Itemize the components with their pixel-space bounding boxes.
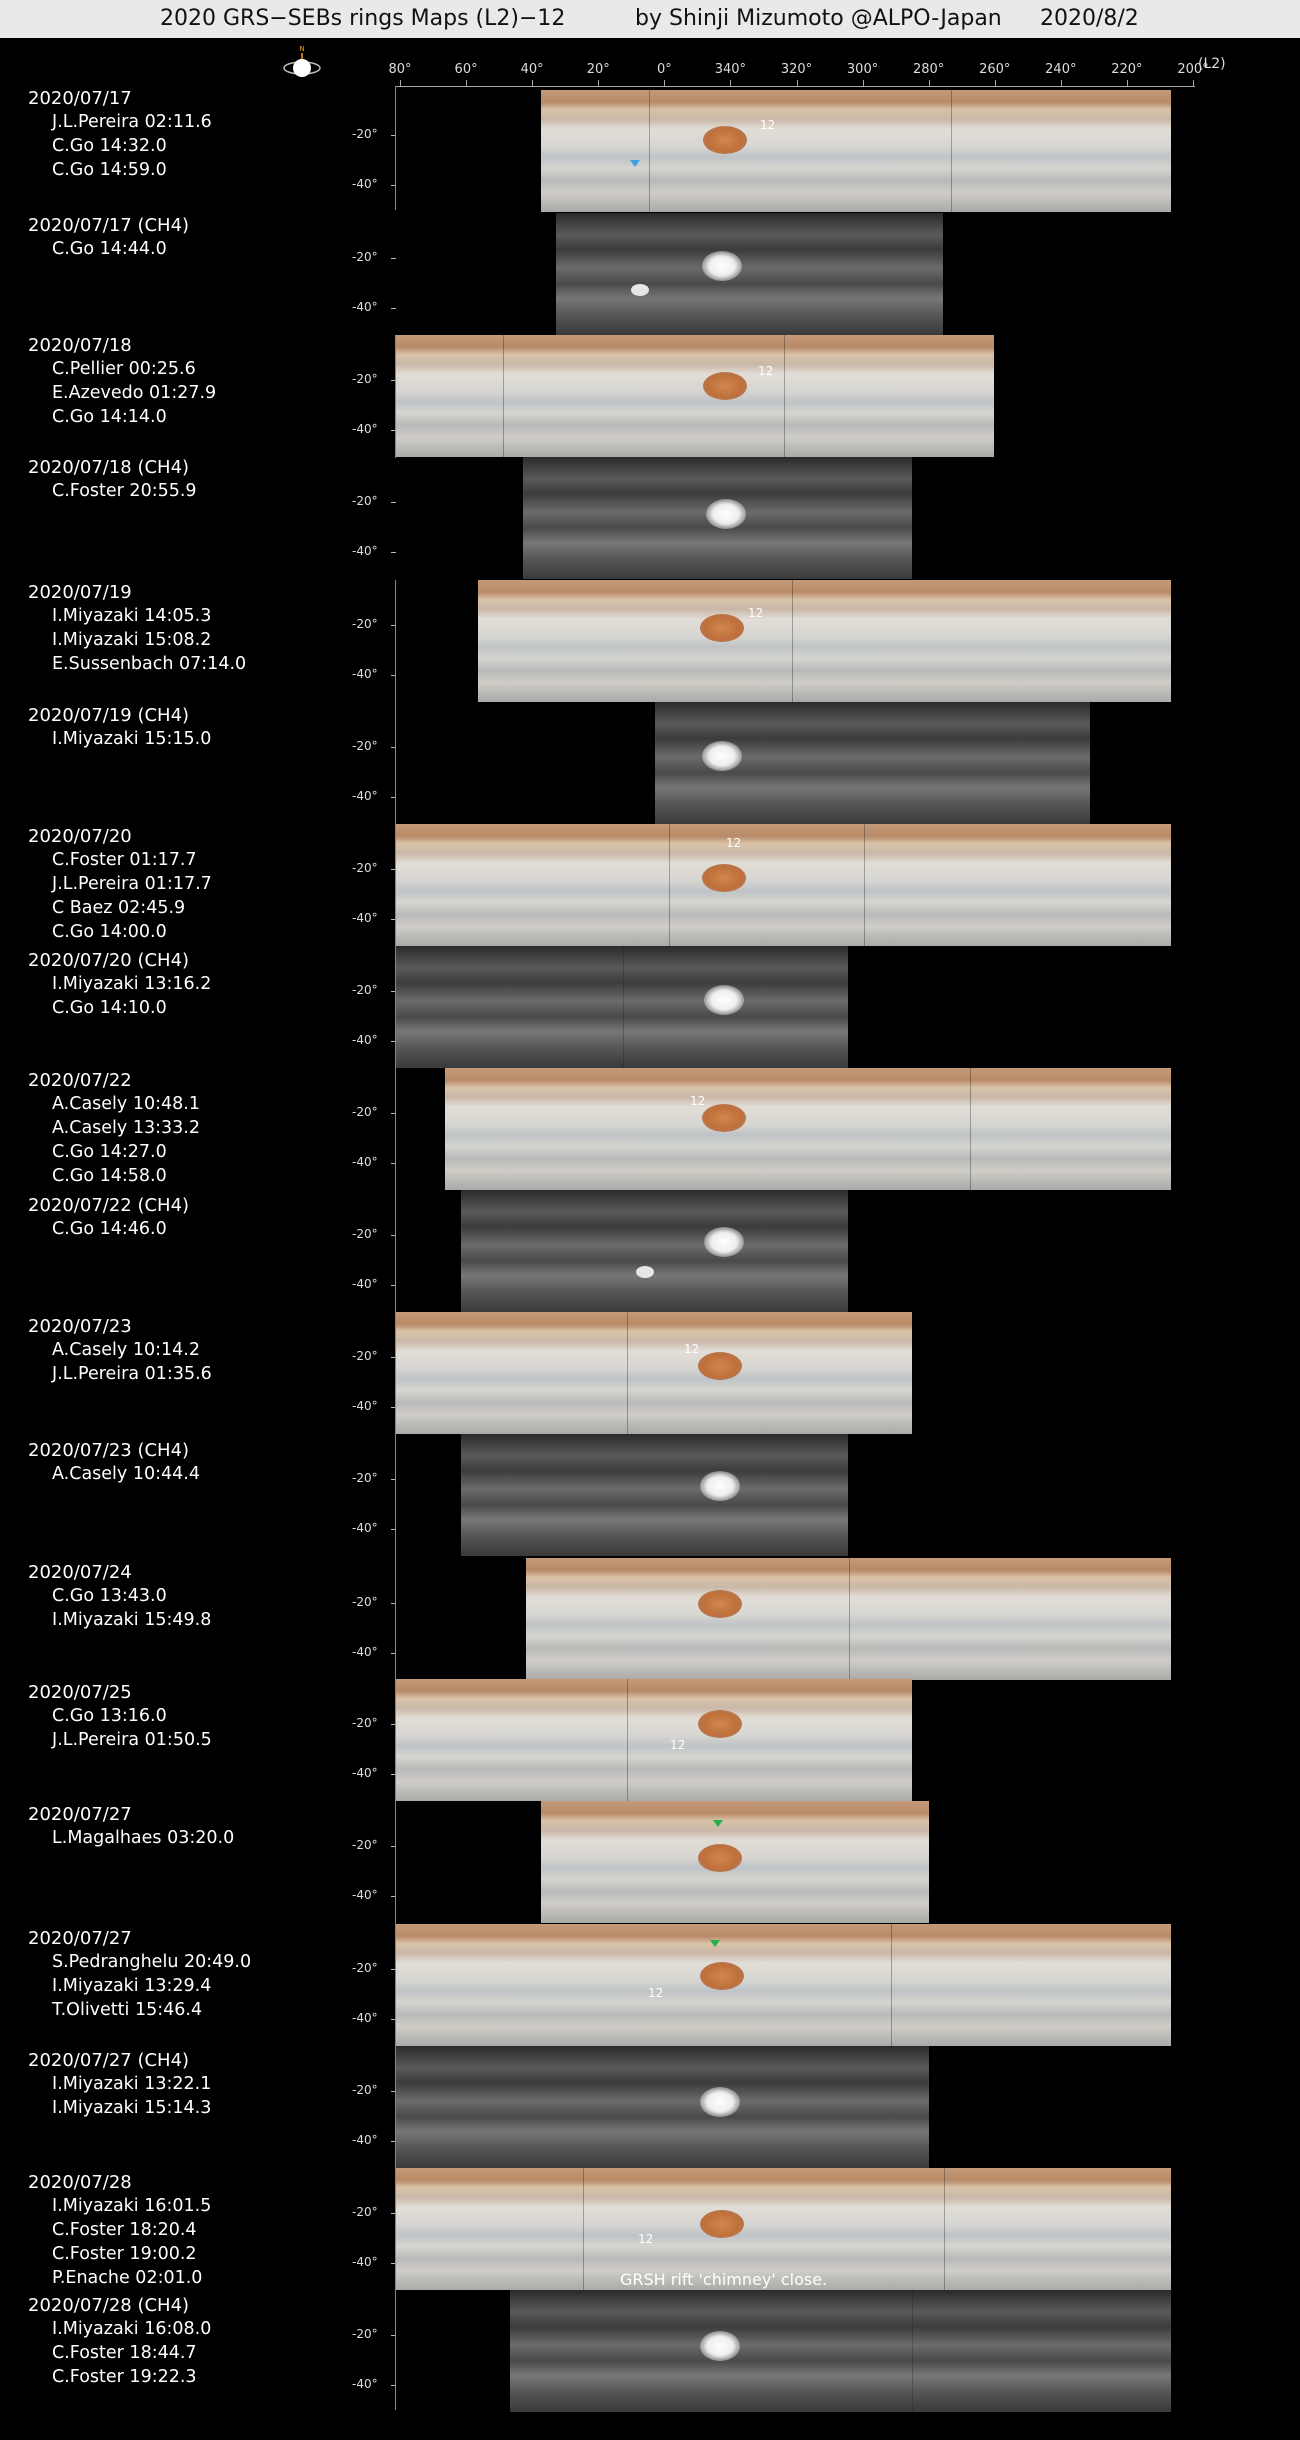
map-title: 2020 GRS−SEBs rings Maps (L2)−12	[160, 6, 566, 31]
latitude-label-40: -40°	[352, 1766, 378, 1780]
longitude-tick	[1061, 80, 1062, 86]
longitude-tick-label: 20°	[586, 62, 610, 77]
entry-date: 2020/07/25	[28, 1682, 132, 1703]
observer-line: J.L.Pereira 01:50.5	[52, 1730, 212, 1750]
longitude-tick-label: 0°	[656, 62, 672, 77]
map-segment-divider	[503, 335, 504, 457]
feature-12-label: 12	[638, 2232, 654, 2246]
entry-date: 2020/07/22 (CH4)	[28, 1195, 190, 1216]
observer-line: C.Go 13:16.0	[52, 1706, 167, 1726]
map-left-edge-line	[395, 580, 396, 2410]
feature-12-label: 12	[670, 1738, 686, 1752]
longitude-tick	[532, 80, 533, 86]
latitude-label-20: -20°	[352, 127, 378, 141]
map-segment-divider	[649, 90, 650, 212]
map-segment-divider	[912, 2290, 913, 2412]
latitude-label-20: -20°	[352, 2205, 378, 2219]
map-left-edge-line	[395, 86, 396, 210]
observer-line: C.Foster 18:20.4	[52, 2220, 197, 2240]
map-segment-divider	[784, 335, 785, 457]
methane-band-map	[461, 1190, 848, 1312]
longitude-tick-label: 60°	[454, 62, 478, 77]
color-jupiter-map	[526, 1558, 1171, 1680]
longitude-tick-label: 200°	[1177, 62, 1209, 77]
observer-line: I.Miyazaki 16:08.0	[52, 2319, 212, 2339]
feature-12-label: 12	[684, 1342, 700, 1356]
feature-12-label: 12	[690, 1094, 706, 1108]
grs-bright-spot	[704, 985, 744, 1015]
latitude-label-20: -20°	[352, 494, 378, 508]
latitude-label-20: -20°	[352, 1471, 378, 1485]
longitude-tick-label: 340°	[714, 62, 747, 77]
map-segment-divider	[891, 1924, 892, 2046]
feature-12-label: 12	[726, 836, 742, 850]
entry-date: 2020/07/18 (CH4)	[28, 457, 190, 478]
observer-line: E.Azevedo 01:27.9	[52, 383, 217, 403]
longitude-tick	[1127, 80, 1128, 86]
map-segment-divider	[970, 1068, 971, 1190]
observer-line: I.Miyazaki 15:08.2	[52, 630, 212, 650]
observer-line: I.Miyazaki 15:14.3	[52, 2098, 212, 2118]
longitude-tick	[466, 80, 467, 86]
methane-band-map	[395, 946, 848, 1068]
grs-bright-spot	[700, 1471, 740, 1501]
entry-date: 2020/07/19	[28, 582, 132, 603]
observer-line: C.Foster 01:17.7	[52, 850, 197, 870]
map-segment-divider	[669, 824, 670, 946]
color-jupiter-map	[541, 90, 1171, 212]
longitude-tick-label: 80°	[388, 62, 412, 77]
grs-bright-spot	[700, 2087, 740, 2117]
latitude-label-40: -40°	[352, 544, 378, 558]
great-red-spot	[700, 614, 744, 642]
entry-date: 2020/07/20 (CH4)	[28, 950, 190, 971]
latitude-label-20: -20°	[352, 1349, 378, 1363]
observer-line: C.Foster 20:55.9	[52, 481, 197, 501]
longitude-tick-label: 260°	[979, 62, 1011, 77]
feature-12-label: 12	[748, 606, 764, 620]
observer-line: I.Miyazaki 15:15.0	[52, 729, 212, 749]
observer-line: C.Go 14:27.0	[52, 1142, 167, 1162]
latitude-label-40: -40°	[352, 1888, 378, 1902]
latitude-label-40: -40°	[352, 2377, 378, 2391]
latitude-label-40: -40°	[352, 1155, 378, 1169]
longitude-tick-label: 280°	[912, 62, 945, 77]
great-red-spot	[702, 864, 746, 892]
great-red-spot	[698, 1590, 742, 1618]
entry-date: 2020/07/28 (CH4)	[28, 2295, 190, 2316]
map-date: 2020/8/2	[1040, 6, 1139, 31]
author-credit: by Shinji Mizumoto @ALPO-Japan	[635, 6, 1002, 31]
latitude-label-20: -20°	[352, 617, 378, 631]
map-segment-divider	[792, 580, 793, 702]
map-segment-divider	[583, 2168, 584, 2290]
map-segment-divider	[627, 1312, 628, 1434]
feature-12-label: 12	[758, 364, 774, 378]
great-red-spot	[698, 1352, 742, 1380]
map-segment-divider	[849, 1558, 850, 1680]
observer-line: I.Miyazaki 14:05.3	[52, 606, 212, 626]
observer-line: C.Go 14:58.0	[52, 1166, 167, 1186]
longitude-tick-label: 220°	[1111, 62, 1143, 77]
latitude-label-20: -20°	[352, 2327, 378, 2341]
observer-line: L.Magalhaes 03:20.0	[52, 1828, 235, 1848]
observer-line: C.Go 14:44.0	[52, 239, 167, 259]
great-red-spot	[698, 1844, 742, 1872]
observer-line: I.Miyazaki 13:29.4	[52, 1976, 212, 1996]
longitude-tick	[929, 80, 930, 86]
longitude-tick-label: 320°	[780, 62, 813, 77]
observer-line: C.Go 14:14.0	[52, 407, 167, 427]
latitude-label-40: -40°	[352, 1277, 378, 1291]
observer-line: C.Go 14:32.0	[52, 136, 167, 156]
color-jupiter-map	[395, 824, 1171, 946]
methane-band-map	[395, 2046, 929, 2168]
observer-line: A.Casely 10:14.2	[52, 1340, 200, 1360]
latitude-label-20: -20°	[352, 250, 378, 264]
arrow-marker-icon	[630, 160, 640, 167]
map-segment-divider	[944, 2168, 945, 2290]
observer-line: S.Pedranghelu 20:49.0	[52, 1952, 252, 1972]
longitude-axis-line	[395, 86, 1195, 87]
observer-line: J.L.Pereira 01:35.6	[52, 1364, 212, 1384]
latitude-label-40: -40°	[352, 300, 378, 314]
longitude-tick	[1193, 80, 1194, 86]
observer-line: C.Foster 19:00.2	[52, 2244, 197, 2264]
latitude-label-40: -40°	[352, 911, 378, 925]
latitude-tick	[391, 552, 396, 553]
longitude-tick	[730, 80, 731, 86]
entry-date: 2020/07/27 (CH4)	[28, 2050, 190, 2071]
map-segment-divider	[951, 90, 952, 212]
longitude-tick	[995, 80, 996, 86]
observer-line: C Baez 02:45.9	[52, 898, 186, 918]
latitude-label-40: -40°	[352, 1033, 378, 1047]
entry-date: 2020/07/27	[28, 1928, 132, 1949]
latitude-label-20: -20°	[352, 1105, 378, 1119]
observer-line: C.Go 14:46.0	[52, 1219, 167, 1239]
entry-date: 2020/07/28	[28, 2172, 132, 2193]
longitude-tick-label: 240°	[1045, 62, 1077, 77]
observer-line: A.Casely 13:33.2	[52, 1118, 200, 1138]
latitude-label-20: -20°	[352, 739, 378, 753]
latitude-label-40: -40°	[352, 177, 378, 191]
latitude-label-40: -40°	[352, 2133, 378, 2147]
entry-date: 2020/07/23 (CH4)	[28, 1440, 190, 1461]
latitude-label-20: -20°	[352, 861, 378, 875]
latitude-tick	[391, 258, 396, 259]
latitude-label-20: -20°	[352, 1961, 378, 1975]
entry-date: 2020/07/18	[28, 335, 132, 356]
map-left-edge-line	[395, 335, 396, 458]
grs-bright-spot	[702, 251, 742, 281]
longitude-tick-label: 300°	[846, 62, 879, 77]
longitude-tick-label: 40°	[520, 62, 544, 77]
observer-line: T.Olivetti 15:46.4	[52, 2000, 203, 2020]
color-jupiter-map	[445, 1068, 1171, 1190]
map-segment-divider	[623, 946, 624, 1068]
latitude-label-20: -20°	[352, 1595, 378, 1609]
arrow-marker-icon	[710, 1940, 720, 1947]
observer-line: C.Go 14:10.0	[52, 998, 167, 1018]
great-red-spot	[700, 1962, 744, 1990]
oval-spot	[631, 284, 649, 296]
observer-line: C.Go 13:43.0	[52, 1586, 167, 1606]
latitude-tick	[391, 308, 396, 309]
latitude-label-20: -20°	[352, 1838, 378, 1852]
map-segment-divider	[864, 824, 865, 946]
color-jupiter-map	[395, 1679, 912, 1801]
latitude-label-20: -20°	[352, 372, 378, 386]
observer-line: A.Casely 10:48.1	[52, 1094, 200, 1114]
observer-line: P.Enache 02:01.0	[52, 2268, 203, 2288]
great-red-spot	[700, 2210, 744, 2238]
latitude-tick	[391, 502, 396, 503]
compass-north-label: N	[299, 45, 305, 53]
color-jupiter-map	[478, 580, 1171, 702]
observer-line: C.Go 14:00.0	[52, 922, 167, 942]
jupiter-compass-icon	[282, 44, 322, 84]
entry-date: 2020/07/27	[28, 1804, 132, 1825]
longitude-tick	[664, 80, 665, 86]
great-red-spot	[698, 1710, 742, 1738]
methane-band-map	[556, 213, 943, 335]
grs-bright-spot	[704, 1227, 744, 1257]
latitude-label-20: -20°	[352, 983, 378, 997]
entry-date: 2020/07/17	[28, 88, 132, 109]
grs-bright-spot	[700, 2331, 740, 2361]
grs-bright-spot	[702, 741, 742, 771]
entry-date: 2020/07/17 (CH4)	[28, 215, 190, 236]
grs-bright-spot	[706, 499, 746, 529]
map-segment-divider	[627, 1679, 628, 1801]
observer-line: J.L.Pereira 02:11.6	[52, 112, 212, 132]
oval-spot	[636, 1266, 654, 1278]
latitude-label-20: -20°	[352, 2083, 378, 2097]
latitude-label-40: -40°	[352, 2011, 378, 2025]
entry-date: 2020/07/24	[28, 1562, 132, 1583]
color-jupiter-map	[395, 1312, 912, 1434]
methane-band-map	[461, 1434, 848, 1556]
latitude-label-40: -40°	[352, 1399, 378, 1413]
observer-line: I.Miyazaki 15:49.8	[52, 1610, 212, 1630]
great-red-spot	[703, 372, 747, 400]
great-red-spot	[703, 126, 747, 154]
arrow-marker-icon	[713, 1820, 723, 1827]
methane-band-map	[510, 2290, 1171, 2412]
latitude-label-40: -40°	[352, 1521, 378, 1535]
entry-date: 2020/07/23	[28, 1316, 132, 1337]
grsh-rift-caption: GRSH rift 'chimney' close.	[620, 2270, 828, 2289]
latitude-label-40: -40°	[352, 2255, 378, 2269]
longitude-tick	[797, 80, 798, 86]
observer-line: A.Casely 10:44.4	[52, 1464, 200, 1484]
observer-line: I.Miyazaki 13:22.1	[52, 2074, 212, 2094]
entry-date: 2020/07/19 (CH4)	[28, 705, 190, 726]
latitude-label-20: -20°	[352, 1227, 378, 1241]
observer-line: J.L.Pereira 01:17.7	[52, 874, 212, 894]
entry-date: 2020/07/20	[28, 826, 132, 847]
observer-line: C.Foster 18:44.7	[52, 2343, 197, 2363]
latitude-label-40: -40°	[352, 422, 378, 436]
observer-line: I.Miyazaki 16:01.5	[52, 2196, 212, 2216]
observer-line: C.Foster 19:22.3	[52, 2367, 197, 2387]
observer-line: C.Go 14:59.0	[52, 160, 167, 180]
great-red-spot	[702, 1104, 746, 1132]
latitude-label-40: -40°	[352, 1645, 378, 1659]
header-bar	[0, 0, 1300, 38]
latitude-label-40: -40°	[352, 667, 378, 681]
observer-line: C.Pellier 00:25.6	[52, 359, 196, 379]
feature-12-label: 12	[760, 118, 776, 132]
entry-date: 2020/07/22	[28, 1070, 132, 1091]
latitude-label-20: -20°	[352, 1716, 378, 1730]
color-jupiter-map	[395, 335, 994, 457]
longitude-tick	[400, 80, 401, 86]
longitude-tick	[863, 80, 864, 86]
feature-12-label: 12	[648, 1986, 664, 2000]
observer-line: I.Miyazaki 13:16.2	[52, 974, 212, 994]
axis-unit-label: (L2)	[1198, 56, 1226, 72]
observer-line: E.Sussenbach 07:14.0	[52, 654, 247, 674]
color-jupiter-map	[395, 1924, 1171, 2046]
latitude-label-40: -40°	[352, 789, 378, 803]
longitude-tick	[598, 80, 599, 86]
